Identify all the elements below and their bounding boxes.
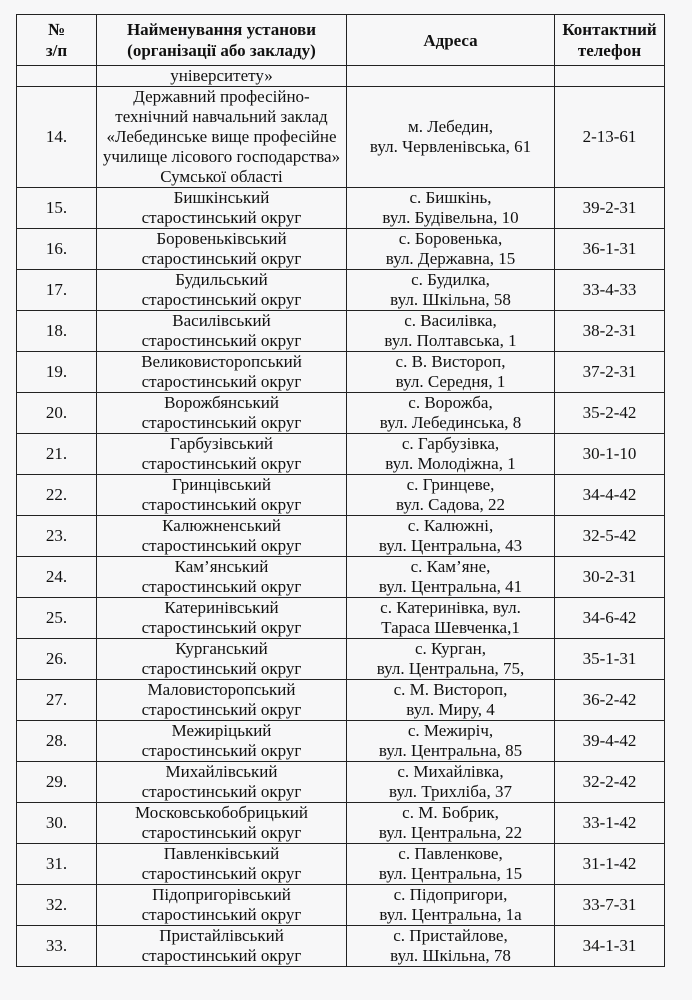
cell-name: Межиріцький старостинський округ [97, 721, 347, 762]
table-row [17, 434, 665, 475]
cell-name: Великовисторопський старостинський округ [97, 352, 347, 393]
cell-number: 22. [17, 475, 97, 516]
cell-number: 30. [17, 803, 97, 844]
table-row [17, 639, 665, 680]
cell-phone: 33-1-42 [555, 803, 665, 844]
table-row [17, 680, 665, 721]
cell-name: Будильський старостинський округ [97, 270, 347, 311]
table-row [17, 557, 665, 598]
cell-phone: 32-2-42 [555, 762, 665, 803]
cell-address: с. В. Вистороп, вул. Середня, 1 [347, 352, 555, 393]
cell-number: 29. [17, 762, 97, 803]
cell-phone: 39-2-31 [555, 188, 665, 229]
cell-phone: 36-2-42 [555, 680, 665, 721]
cell-address: с. Підопригори, вул. Центральна, 1а [347, 885, 555, 926]
table-row [17, 926, 665, 967]
cell-address: с. Гарбузівка, вул. Молодіжна, 1 [347, 434, 555, 475]
cell-phone: 30-1-10 [555, 434, 665, 475]
cell-phone: 30-2-31 [555, 557, 665, 598]
continuation-row [17, 66, 665, 87]
table-row [17, 516, 665, 557]
cell-phone: 35-1-31 [555, 639, 665, 680]
cell-name: Московськобобрицький старостинський округ [97, 803, 347, 844]
cell-address: с. Межиріч, вул. Центральна, 85 [347, 721, 555, 762]
cell-phone: 39-4-42 [555, 721, 665, 762]
cell-name: Михайлівський старостинський округ [97, 762, 347, 803]
cell-number: 31. [17, 844, 97, 885]
cell-number: 19. [17, 352, 97, 393]
table-row [17, 598, 665, 639]
cell-name: Гринцівський старостинський округ [97, 475, 347, 516]
cell-number: 16. [17, 229, 97, 270]
cell-address: с. М. Бобрик, вул. Центральна, 22 [347, 803, 555, 844]
cell-number: 26. [17, 639, 97, 680]
cell-name: Павленківський старостинський округ [97, 844, 347, 885]
cell-number: 24. [17, 557, 97, 598]
cell-address: с. Курган, вул. Центральна, 75, [347, 639, 555, 680]
table-row [17, 762, 665, 803]
cell-number: 33. [17, 926, 97, 967]
header-address: Адреса [347, 15, 555, 66]
cell-address: с. Гринцеве, вул. Садова, 22 [347, 475, 555, 516]
table-row [17, 844, 665, 885]
cell-address: м. Лебедин, вул. Червленівська, 61 [347, 87, 555, 188]
cell-number: 32. [17, 885, 97, 926]
header-number: № з/п [17, 15, 97, 66]
table-row [17, 311, 665, 352]
header-name: Найменування установи (організації або закладу) [97, 15, 347, 66]
cell-address: с. Кам’яне, вул. Центральна, 41 [347, 557, 555, 598]
table-row [17, 721, 665, 762]
cell-phone: 32-5-42 [555, 516, 665, 557]
cell-address: с. Боровенька, вул. Державна, 15 [347, 229, 555, 270]
cell-phone: 38-2-31 [555, 311, 665, 352]
header-phone: Контактний телефон [555, 15, 665, 66]
cell-phone: 34-4-42 [555, 475, 665, 516]
cell-phone: 34-1-31 [555, 926, 665, 967]
cell-name: Катеринівський старостинський округ [97, 598, 347, 639]
cell-name: Василівський старостинський округ [97, 311, 347, 352]
cell-number [17, 66, 97, 87]
cell-name: Боровеньківський старостинський округ [97, 229, 347, 270]
cell-number: 15. [17, 188, 97, 229]
cell-name: Ворожбянський старостинський округ [97, 393, 347, 434]
cell-name: Калюжненський старостинський округ [97, 516, 347, 557]
cell-number: 28. [17, 721, 97, 762]
cell-name: університету» [97, 66, 347, 87]
table-row [17, 229, 665, 270]
cell-phone: 37-2-31 [555, 352, 665, 393]
cell-address: с. М. Вистороп, вул. Миру, 4 [347, 680, 555, 721]
cell-address: с. Бишкінь, вул. Будівельна, 10 [347, 188, 555, 229]
cell-name: Курганський старостинський округ [97, 639, 347, 680]
cell-number: 27. [17, 680, 97, 721]
table-row [17, 393, 665, 434]
cell-address: с. Василівка, вул. Полтавська, 1 [347, 311, 555, 352]
cell-address: с. Катеринівка, вул. Тараса Шевченка,1 [347, 598, 555, 639]
cell-phone: 35-2-42 [555, 393, 665, 434]
cell-phone: 33-7-31 [555, 885, 665, 926]
cell-phone: 2-13-61 [555, 87, 665, 188]
cell-number: 21. [17, 434, 97, 475]
table-row [17, 885, 665, 926]
cell-address: с. Будилка, вул. Шкільна, 58 [347, 270, 555, 311]
cell-name: Державний професійно- технічний навчальний заклад «Лебединське вище професійне училище лісового господарства» Сумської області [97, 87, 347, 188]
table-header-row [17, 15, 665, 66]
table-row [17, 803, 665, 844]
cell-address: с. Михайлівка, вул. Трихліба, 37 [347, 762, 555, 803]
cell-number: 20. [17, 393, 97, 434]
cell-name: Маловисторопський старостинський округ [97, 680, 347, 721]
cell-number: 23. [17, 516, 97, 557]
table-row [17, 352, 665, 393]
cell-name: Кам’янський старостинський округ [97, 557, 347, 598]
cell-name: Бишкінський старостинський округ [97, 188, 347, 229]
cell-name: Підопригорівський старостинський округ [97, 885, 347, 926]
cell-address: с. Павленкове, вул. Центральна, 15 [347, 844, 555, 885]
cell-address [347, 66, 555, 87]
table-row [17, 87, 665, 188]
cell-phone: 34-6-42 [555, 598, 665, 639]
table-row [17, 270, 665, 311]
cell-address: с. Пристайлове, вул. Шкільна, 78 [347, 926, 555, 967]
cell-phone: 33-4-33 [555, 270, 665, 311]
cell-phone: 36-1-31 [555, 229, 665, 270]
cell-number: 14. [17, 87, 97, 188]
cell-address: с. Калюжні, вул. Центральна, 43 [347, 516, 555, 557]
institutions-table [16, 14, 665, 967]
cell-name: Гарбузівський старостинський округ [97, 434, 347, 475]
table-row [17, 475, 665, 516]
cell-phone [555, 66, 665, 87]
cell-number: 18. [17, 311, 97, 352]
cell-phone: 31-1-42 [555, 844, 665, 885]
cell-number: 25. [17, 598, 97, 639]
cell-name: Пристайлівський старостинський округ [97, 926, 347, 967]
table-row [17, 188, 665, 229]
cell-number: 17. [17, 270, 97, 311]
cell-address: с. Ворожба, вул. Лебединська, 8 [347, 393, 555, 434]
